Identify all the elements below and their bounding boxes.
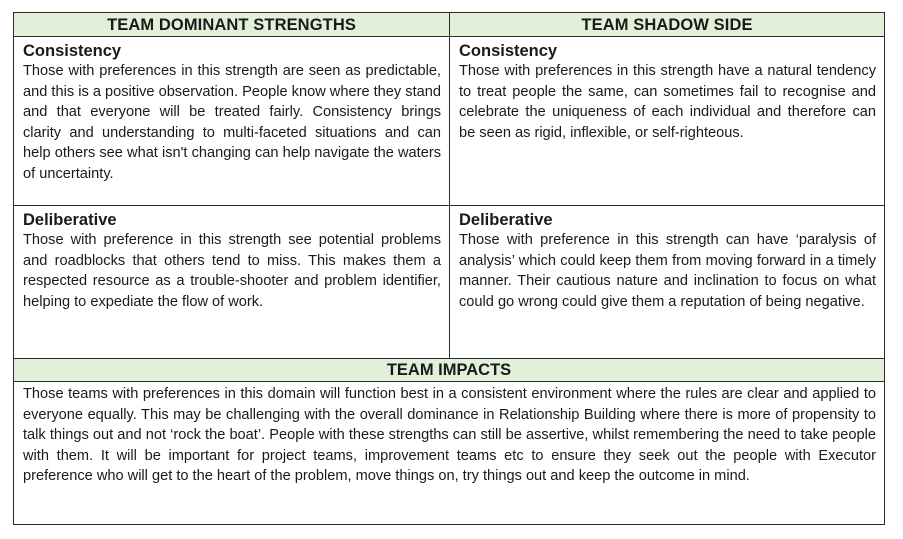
consistency-shadow-cell	[450, 37, 884, 206]
cell-title: Deliberative	[459, 211, 553, 229]
cell-text: Those with preference in this strength can have ‘paralysis of analysis’ which could keep them from moving forward in a timely manner. Their cautious nature and inclination to focus on what could go wrong could give them a reputation of being negative.	[459, 232, 876, 310]
strengths-table	[13, 12, 885, 525]
strengths-header: TEAM DOMINANT STRENGTHS	[14, 13, 450, 37]
cell-text: Those with preferences in this strength are seen as predictable, and this is a positive observation. People know where they stand and that everyone will be treated fairly. Consistency brings clarity and understanding to multi-faceted situations and can help others see what isn't changing can help navigate the waters of uncertainty.	[23, 63, 441, 182]
deliberative-strength-cell	[14, 206, 450, 358]
cell-title: Deliberative	[23, 211, 117, 229]
shadow-side-header: TEAM SHADOW SIDE	[450, 13, 884, 37]
team-impacts-text: Those teams with preferences in this domain will function best in a consistent environment where the rules are clear and applied to everyone equally. This may be challenging with the overall dominance in Relationship Building where there is more of propensity to talk things out and not ‘rock the boat’. People with these strengths can still be assertive, whilst remembering the need to take people with them. It will be important for project teams, improvement teams etc to ensure they seek out the people with Executor preference who will get to the heart of the problem, move things on, try things out and keep the outcome in mind.	[23, 386, 876, 485]
deliberative-shadow-cell	[450, 206, 884, 358]
team-impacts-header: TEAM IMPACTS	[14, 358, 884, 382]
cell-text: Those with preference in this strength see potential problems and roadblocks that others tend to miss. This makes them a respected resource as a trouble-shooter and problem identifier, helping to expediate the flow of work.	[23, 232, 441, 310]
cell-text: Those with preferences in this strength have a natural tendency to treat people the same, can sometimes fail to recognise and celebrate the uniqueness of each individual and therefore can be seen as rigid, inflexible, or self-righteous.	[459, 63, 876, 141]
cell-title: Consistency	[23, 42, 122, 60]
cell-title: Consistency	[459, 42, 558, 60]
consistency-strength-cell	[14, 37, 450, 206]
